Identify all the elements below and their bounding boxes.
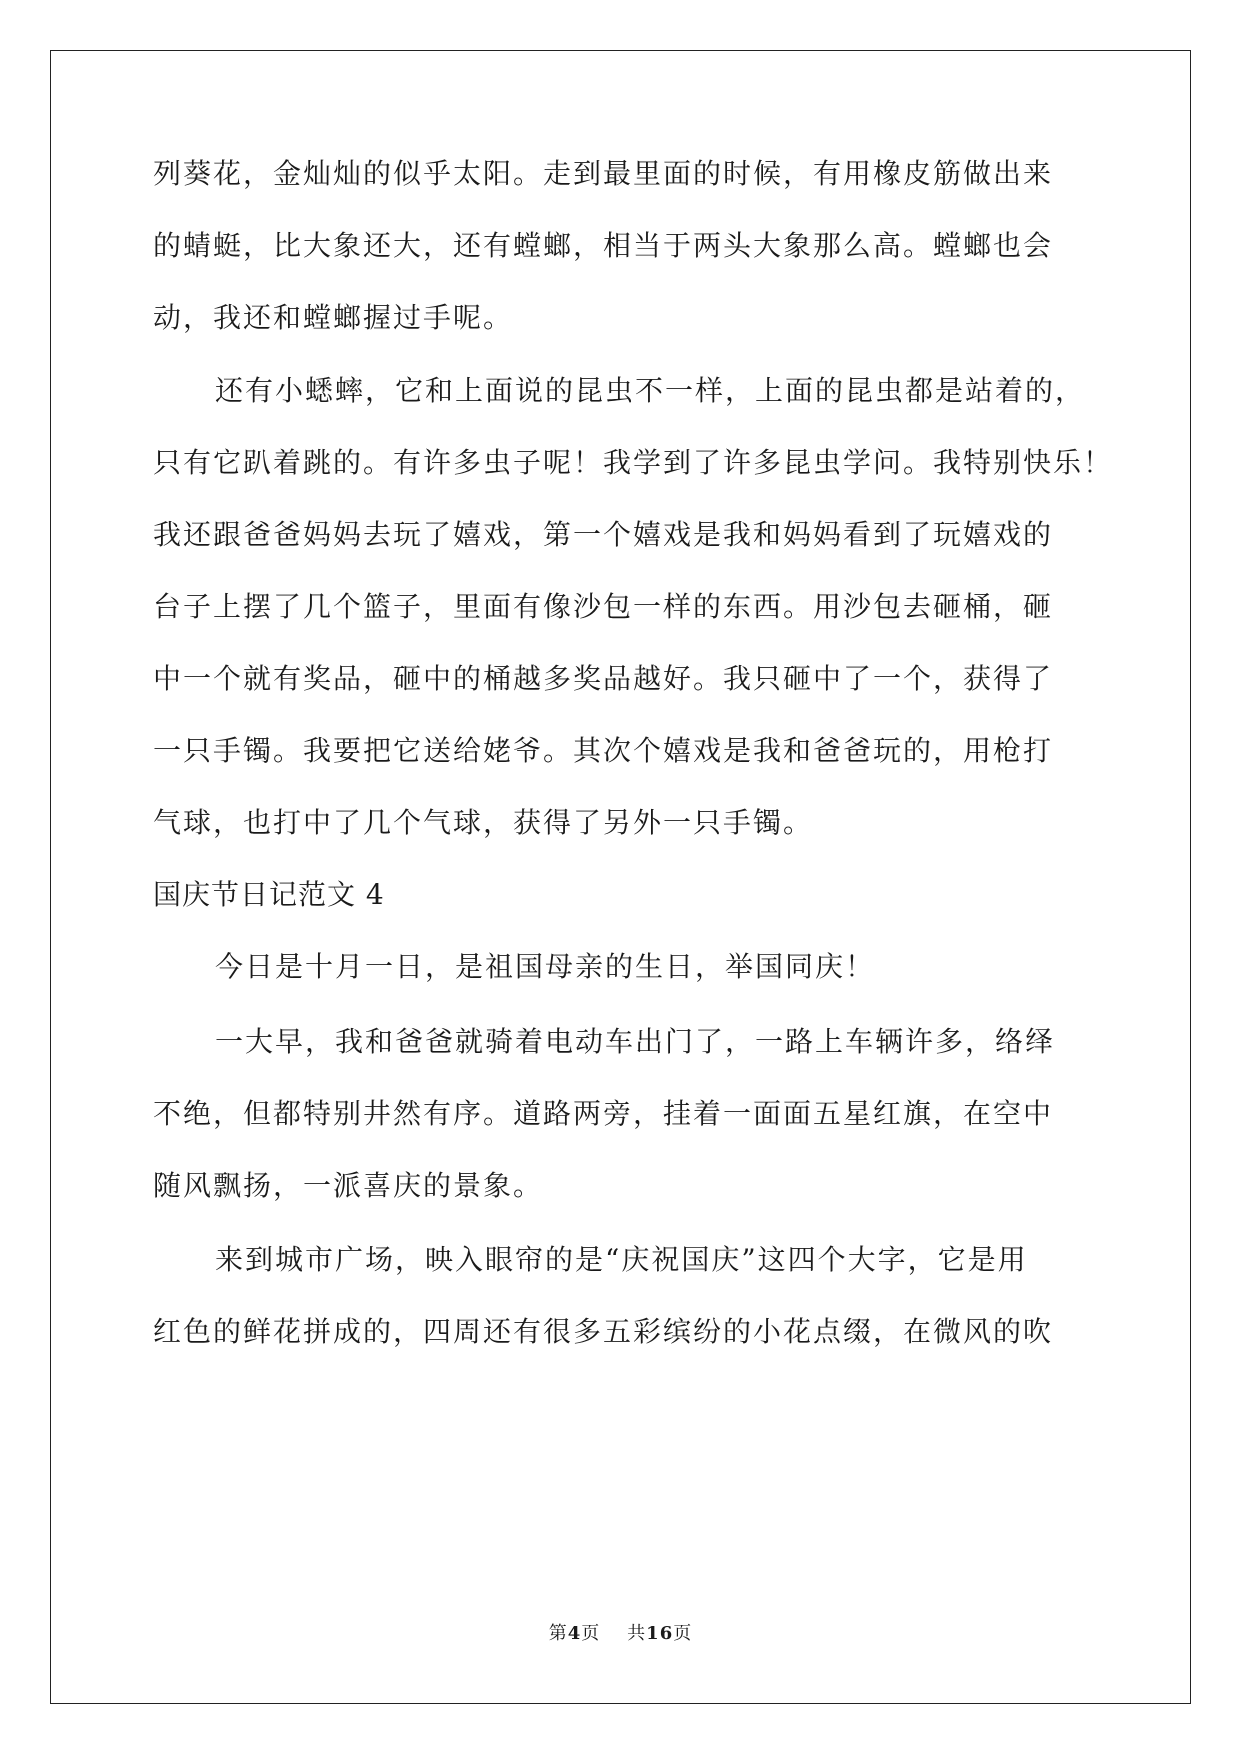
body-line: 动，我还和螳螂握过手呢。 <box>153 301 514 334</box>
paragraph-start-line: 还有小蟋蟀，它和上面说的昆虫不一样，上面的昆虫都是站着的， <box>215 374 1086 407</box>
footer-prefix: 第 <box>548 1623 568 1644</box>
body-line: 气球，也打中了几个气球，获得了另外一只手镯。 <box>153 806 814 839</box>
footer-total-unit: 页 <box>673 1623 693 1644</box>
body-line: 红色的鲜花拼成的，四周还有很多五彩缤纷的小花点缀，在微风的吹 <box>153 1315 1054 1348</box>
footer-page-number: 4 <box>567 1623 582 1644</box>
body-line: 列葵花，金灿灿的似乎太阳。走到最里面的时候，有用橡皮筋做出来 <box>153 157 1054 190</box>
paragraph-start-line: 来到城市广场，映入眼帘的是“庆祝国庆”这四个大字，它是用 <box>215 1243 1028 1276</box>
paragraph-start-line: 今日是十月一日，是祖国母亲的生日，举国同庆！ <box>215 950 876 983</box>
section-heading: 国庆节日记范文 4 <box>153 878 385 911</box>
body-line: 台子上摆了几个篮子，里面有像沙包一样的东西。用沙包去砸桶，砸 <box>153 590 1054 623</box>
footer-total-prefix: 共 <box>627 1623 647 1644</box>
body-line: 只有它趴着跳的。有许多虫子呢！我学到了许多昆虫学问。我特别快乐！ <box>153 446 1114 479</box>
body-line: 的蜻蜓，比大象还大，还有螳螂，相当于两头大象那么高。螳螂也会 <box>153 229 1054 262</box>
paragraph-start-line: 一大早，我和爸爸就骑着电动车出门了，一路上车辆许多，络绎 <box>215 1025 1056 1058</box>
page-footer <box>0 1622 1241 1646</box>
body-line: 不绝，但都特别井然有序。道路两旁，挂着一面面五星红旗，在空中 <box>153 1097 1054 1130</box>
body-line: 中一个就有奖品，砸中的桶越多奖品越好。我只砸中了一个，获得了 <box>153 662 1054 695</box>
body-line: 随风飘扬，一派喜庆的景象。 <box>153 1169 544 1202</box>
body-line: 我还跟爸爸妈妈去玩了嬉戏，第一个嬉戏是我和妈妈看到了玩嬉戏的 <box>153 518 1054 551</box>
footer-total-pages: 16 <box>646 1623 674 1644</box>
footer-page-unit: 页 <box>581 1623 601 1644</box>
body-line: 一只手镯。我要把它送给姥爷。其次个嬉戏是我和爸爸玩的，用枪打 <box>153 734 1054 767</box>
